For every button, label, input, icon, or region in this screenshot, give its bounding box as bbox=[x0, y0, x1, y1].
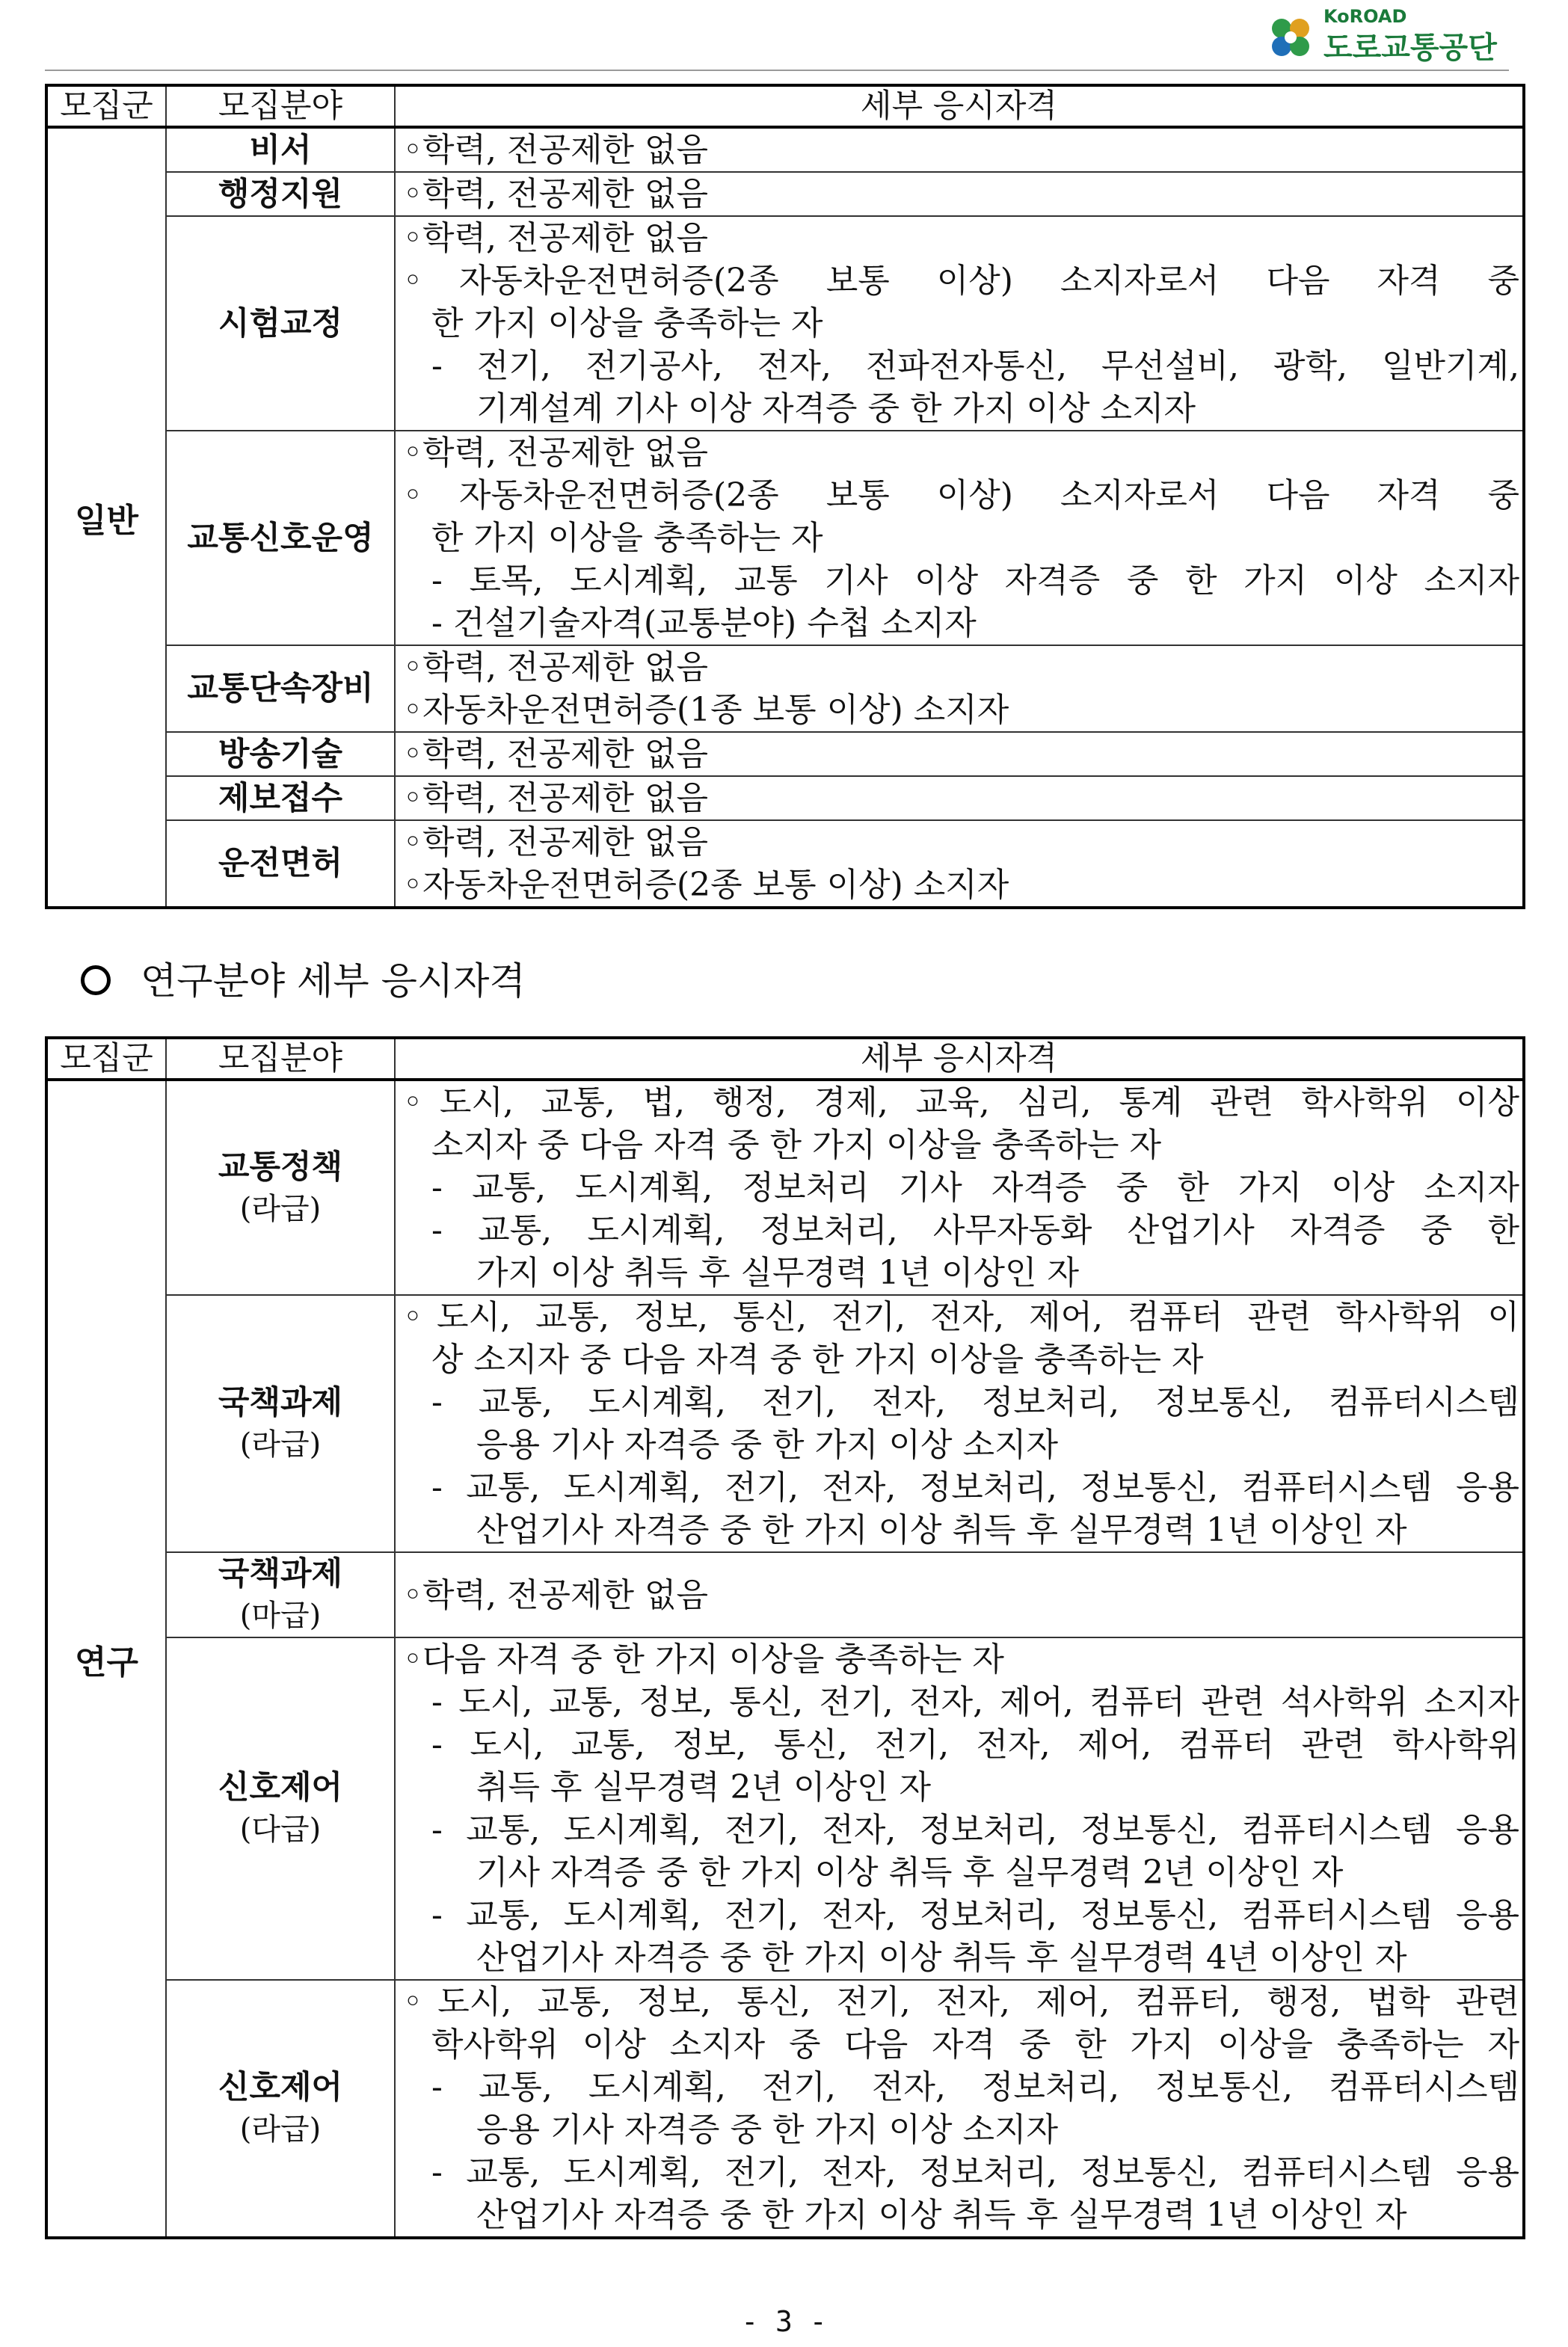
qualification-line: 가지 이상 취득 후 실무경력 1년 이상인 자 bbox=[476, 1254, 1079, 1292]
qualification-line: 기계설계 기사 이상 자격증 중 한 가지 이상 소지자 bbox=[476, 390, 1196, 428]
qualification-line: 상 소지자 중 다음 자격 중 한 가지 이상을 충족하는 자 bbox=[431, 1341, 1204, 1379]
qualification-line: ◦학력, 전공제한 없음 bbox=[403, 434, 708, 472]
field-name: 교통단속장비 bbox=[187, 670, 374, 707]
qualification-line: 산업기사 자격증 중 한 가지 이상 취득 후 실무경력 4년 이상인 자 bbox=[476, 1939, 1407, 1977]
table-row bbox=[46, 431, 1524, 645]
field-name: 국책과제 bbox=[218, 1384, 343, 1421]
qualification-cell bbox=[395, 1295, 1524, 1552]
qualification-line: - 교통, 도시계획, 전기, 전자, 정보처리, 정보통신, 컴퓨터시스템 응용 bbox=[431, 1468, 1519, 1507]
qualification-line: 산업기사 자격증 중 한 가지 이상 취득 후 실무경력 1년 이상인 자 bbox=[476, 2196, 1407, 2234]
field-name: 신호제어 bbox=[218, 1769, 343, 1806]
field-name: 교통정책 bbox=[218, 1148, 343, 1186]
qualification-line: ◦학력, 전공제한 없음 bbox=[403, 779, 708, 817]
qualification-line: 취득 후 실무경력 2년 이상인 자 bbox=[476, 1768, 931, 1806]
field-grade: (마급) bbox=[239, 1599, 322, 1633]
qualification-line: - 교통, 도시계획, 정보처리, 사무자동화 산업기사 자격증 중 한 bbox=[431, 1211, 1519, 1249]
qualification-cell bbox=[395, 431, 1524, 645]
table-row bbox=[46, 1295, 1524, 1552]
qualification-line: 응용 기사 자격증 중 한 가지 이상 소지자 bbox=[476, 2111, 1058, 2149]
qualification-line: - 도시, 교통, 정보, 통신, 전기, 전자, 제어, 컴퓨터 관련 석사학위 소지자 bbox=[431, 1683, 1519, 1721]
field-grade: (라급) bbox=[239, 1191, 322, 1226]
qualification-line: 한 가지 이상을 충족하는 자 bbox=[431, 304, 823, 342]
qualification-line: ◦학력, 전공제한 없음 bbox=[403, 131, 708, 169]
general-requirements-table bbox=[45, 84, 1525, 909]
recruit-field-cell bbox=[166, 1552, 395, 1637]
field-name: 신호제어 bbox=[218, 2069, 343, 2106]
section-title: 연구분야 세부 응시자격 bbox=[81, 951, 526, 1005]
recruit-field-cell bbox=[166, 732, 395, 776]
header-recruit-group: 모집군 bbox=[46, 1038, 166, 1080]
logo-name: 도로교통공단 bbox=[1323, 31, 1497, 65]
qualification-line: ◦학력, 전공제한 없음 bbox=[403, 1575, 708, 1614]
recruit-field-cell bbox=[166, 645, 395, 732]
qualification-cell bbox=[395, 1080, 1524, 1295]
qualification-cell bbox=[395, 776, 1524, 820]
field-name: 행정지원 bbox=[218, 175, 343, 213]
qualification-line: 소지자 중 다음 자격 중 한 가지 이상을 충족하는 자 bbox=[431, 1126, 1161, 1164]
qualification-line: ◦다음 자격 중 한 가지 이상을 충족하는 자 bbox=[403, 1640, 1004, 1679]
qualification-line: - 토목, 도시계획, 교통 기사 이상 자격증 중 한 가지 이상 소지자 bbox=[431, 562, 1519, 600]
field-name: 시험교정 bbox=[218, 304, 343, 342]
field-name: 운전면허 bbox=[218, 845, 343, 882]
header-detail-qualification: 세부 응시자격 bbox=[395, 1038, 1524, 1080]
qualification-cell bbox=[395, 732, 1524, 776]
qualification-cell bbox=[395, 820, 1524, 908]
recruit-group-cell: 일반 bbox=[46, 127, 166, 908]
table-row bbox=[46, 127, 1524, 172]
table-row bbox=[46, 1080, 1524, 1295]
qualification-line: 기사 자격증 중 한 가지 이상 취득 후 실무경력 2년 이상인 자 bbox=[476, 1854, 1344, 1892]
recruit-field-cell bbox=[166, 1295, 395, 1552]
qualification-line: - 교통, 도시계획, 정보처리 기사 자격증 중 한 가지 이상 소지자 bbox=[431, 1169, 1519, 1207]
qualification-cell bbox=[395, 1980, 1524, 2238]
recruit-field-cell bbox=[166, 1637, 395, 1980]
header-recruit-field: 모집분야 bbox=[166, 1038, 395, 1080]
qualification-line: - 도시, 교통, 정보, 통신, 전기, 전자, 제어, 컴퓨터 관련 학사학위 bbox=[431, 1726, 1519, 1764]
qualification-line: ◦도시, 교통, 정보, 통신, 전기, 전자, 제어, 컴퓨터 관련 학사학위 이 bbox=[403, 1298, 1519, 1336]
qualification-line: - 교통, 도시계획, 전기, 전자, 정보처리, 정보통신, 컴퓨터시스템 bbox=[431, 2068, 1519, 2106]
field-name: 국책과제 bbox=[218, 1555, 343, 1593]
header-recruit-group: 모집군 bbox=[46, 85, 166, 127]
recruit-field-cell bbox=[166, 172, 395, 216]
recruit-group-cell: 연구 bbox=[46, 1080, 166, 2238]
recruit-field-cell bbox=[166, 216, 395, 431]
research-requirements-table bbox=[45, 1036, 1525, 2239]
qualification-line: 한 가지 이상을 충족하는 자 bbox=[431, 519, 823, 557]
recruit-field-cell bbox=[166, 1980, 395, 2238]
header-recruit-field: 모집분야 bbox=[166, 85, 395, 127]
header-divider bbox=[45, 70, 1509, 71]
qualification-line: ◦학력, 전공제한 없음 bbox=[403, 823, 708, 861]
field-name: 제보접수 bbox=[218, 779, 343, 817]
field-name: 비서 bbox=[249, 131, 312, 169]
qualification-cell bbox=[395, 1552, 1524, 1637]
table-row bbox=[46, 776, 1524, 820]
recruit-field-cell bbox=[166, 776, 395, 820]
recruit-field-cell bbox=[166, 431, 395, 645]
qualification-line: 산업기사 자격증 중 한 가지 이상 취득 후 실무경력 1년 이상인 자 bbox=[476, 1511, 1407, 1549]
recruit-field-cell bbox=[166, 127, 395, 172]
qualification-line: - 전기, 전기공사, 전자, 전파전자통신, 무선설비, 광학, 일반기계, bbox=[431, 347, 1519, 385]
qualification-cell bbox=[395, 172, 1524, 216]
logo-brand: KoROAD bbox=[1323, 6, 1407, 27]
clover-icon bbox=[1265, 13, 1318, 61]
qualification-line: ◦학력, 전공제한 없음 bbox=[403, 735, 708, 773]
table-row bbox=[46, 172, 1524, 216]
table-row bbox=[46, 1637, 1524, 1980]
field-name: 교통신호운영 bbox=[187, 519, 374, 557]
table-row bbox=[46, 732, 1524, 776]
qualification-line: ◦학력, 전공제한 없음 bbox=[403, 175, 708, 213]
qualification-line: - 교통, 도시계획, 전기, 전자, 정보처리, 정보통신, 컴퓨터시스템 응용 bbox=[431, 1811, 1519, 1849]
recruit-field-cell bbox=[166, 1080, 395, 1295]
field-grade: (라급) bbox=[239, 2112, 322, 2147]
circle-bullet-icon bbox=[81, 965, 111, 995]
qualification-line: - 교통, 도시계획, 전기, 전자, 정보처리, 정보통신, 컴퓨터시스템 bbox=[431, 1383, 1519, 1421]
qualification-line: - 건설기술자격(교통분야) 수첩 소지자 bbox=[431, 604, 977, 642]
qualification-line: 학사학위 이상 소지자 중 다음 자격 중 한 가지 이상을 충족하는 자 bbox=[431, 2025, 1519, 2064]
qualification-line: ◦학력, 전공제한 없음 bbox=[403, 648, 708, 686]
qualification-line: - 교통, 도시계획, 전기, 전자, 정보처리, 정보통신, 컴퓨터시스템 응용 bbox=[431, 2153, 1519, 2191]
qualification-line: ◦자동차운전면허증(1종 보통 이상) 소지자 bbox=[403, 691, 1009, 729]
table-row bbox=[46, 1552, 1524, 1637]
qualification-line: ◦도시, 교통, 법, 행정, 경제, 교육, 심리, 통계 관련 학사학위 이상 bbox=[403, 1083, 1519, 1122]
recruit-field-cell bbox=[166, 820, 395, 908]
qualification-cell bbox=[395, 127, 1524, 172]
qualification-line: ◦학력, 전공제한 없음 bbox=[403, 219, 708, 257]
field-name: 방송기술 bbox=[218, 735, 343, 773]
field-grade: (다급) bbox=[239, 1812, 322, 1847]
field-grade: (라급) bbox=[239, 1427, 322, 1462]
page-number: - 3 - bbox=[741, 2305, 827, 2338]
qualification-cell bbox=[395, 1637, 1524, 1980]
qualification-cell bbox=[395, 645, 1524, 732]
header-detail-qualification: 세부 응시자격 bbox=[395, 85, 1524, 127]
qualification-line: 응용 기사 자격증 중 한 가지 이상 소지자 bbox=[476, 1426, 1058, 1464]
qualification-line: - 교통, 도시계획, 전기, 전자, 정보처리, 정보통신, 컴퓨터시스템 응용 bbox=[431, 1896, 1519, 1934]
qualification-cell bbox=[395, 216, 1524, 431]
table-row bbox=[46, 820, 1524, 908]
table-row bbox=[46, 645, 1524, 732]
table-row bbox=[46, 1980, 1524, 2238]
qualification-line: ◦자동차운전면허증(2종 보통 이상) 소지자로서 다음 자격 중 bbox=[403, 476, 1519, 514]
qualification-line: ◦도시, 교통, 정보, 통신, 전기, 전자, 제어, 컴퓨터, 행정, 법학 관련 bbox=[403, 1983, 1519, 2021]
qualification-line: ◦자동차운전면허증(2종 보통 이상) 소지자 bbox=[403, 866, 1009, 904]
qualification-line: ◦자동차운전면허증(2종 보통 이상) 소지자로서 다음 자격 중 bbox=[403, 262, 1519, 300]
koroad-logo bbox=[1262, 6, 1509, 64]
table-row bbox=[46, 216, 1524, 431]
